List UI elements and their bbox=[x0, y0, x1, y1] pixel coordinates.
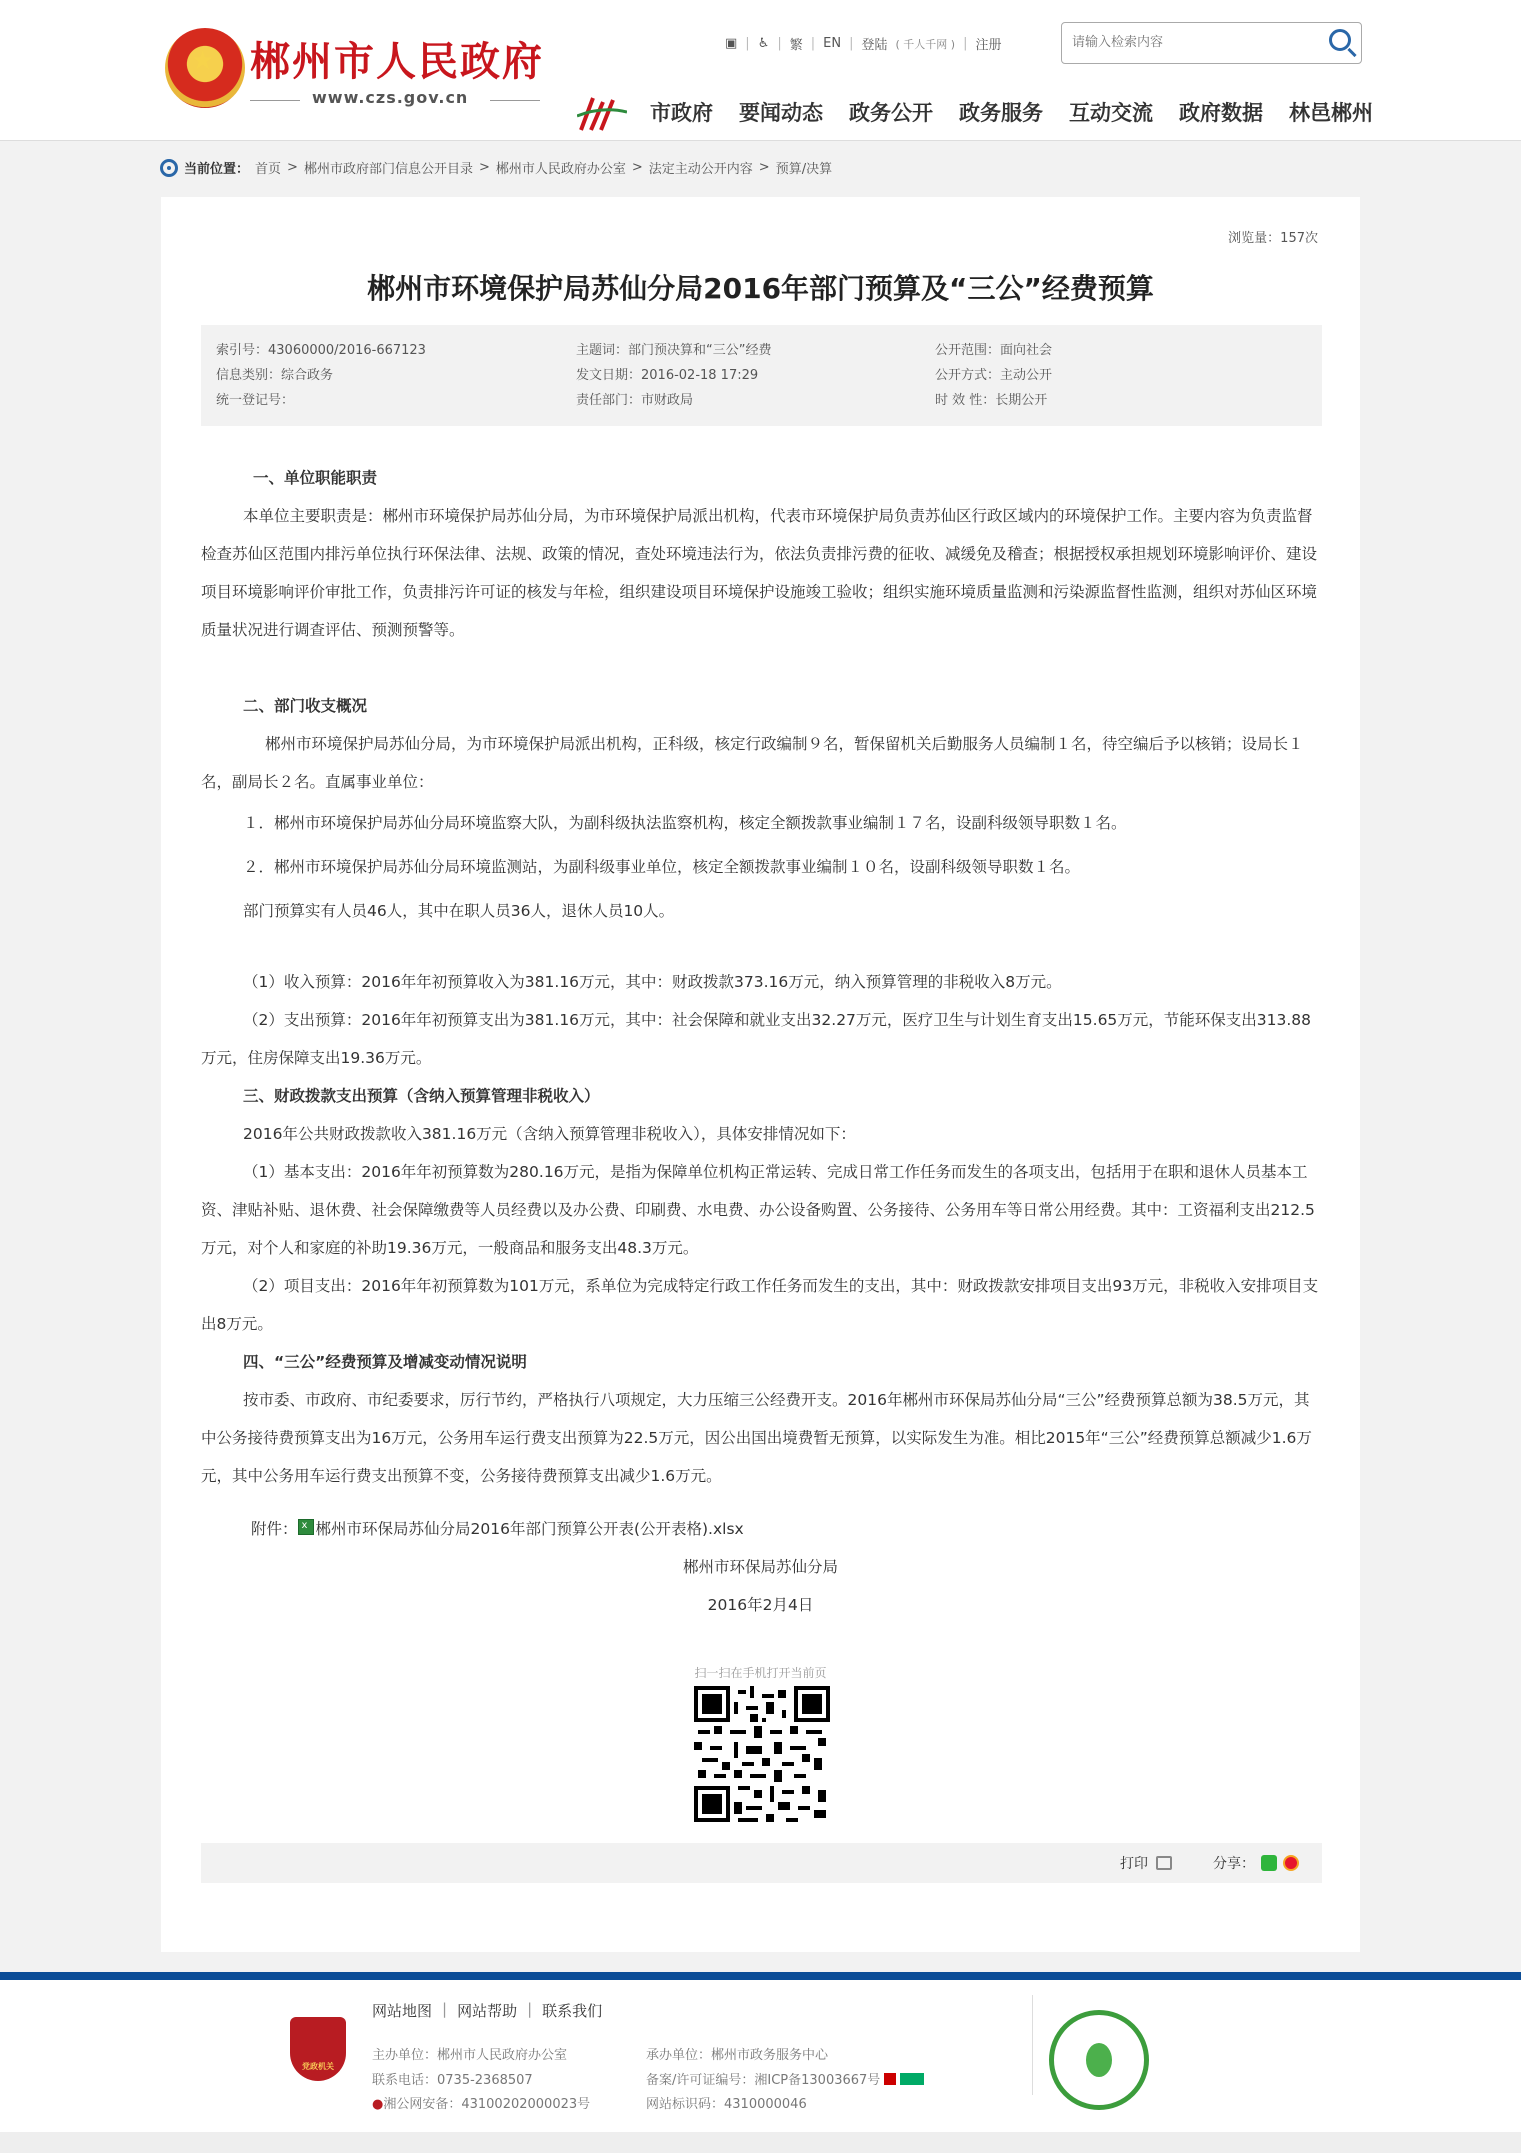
divider bbox=[490, 100, 540, 101]
search-box bbox=[1061, 22, 1362, 64]
meta-info-category: 信息类别：综合政务 bbox=[216, 368, 334, 383]
paragraph: １．郴州市环境保护局苏仙分局环境监察大队，为副科级执法监察机构，核定全额拨款事业编制１７名，设副科级领导职数１名。 bbox=[243, 814, 1127, 832]
breadcrumb-item-gov-office[interactable]: 郴州市人民政府办公室 bbox=[495, 162, 626, 177]
view-count: 浏览量：157次 bbox=[1228, 231, 1318, 246]
share-bar bbox=[201, 1843, 1322, 1883]
site-footer bbox=[0, 1980, 1521, 2132]
english-link[interactable]: EN bbox=[823, 36, 842, 51]
national-emblem-icon: ★ bbox=[165, 28, 245, 108]
accessibility-icon[interactable]: ♿ bbox=[757, 36, 770, 51]
breadcrumb-item-home[interactable]: 首页 bbox=[255, 162, 282, 177]
nav-item-city-government[interactable]: 市政府 bbox=[650, 101, 713, 125]
site-header bbox=[0, 0, 1521, 141]
breadcrumb-item-budget[interactable]: 预算/决算 bbox=[775, 162, 833, 177]
article-body bbox=[201, 459, 1322, 1495]
footer-undertaker: 承办单位：郴州市政务服务中心 bbox=[646, 2048, 829, 2063]
footer-links: 网站地图 | 网站帮助 | 联系我们 bbox=[372, 2000, 603, 2020]
meta-method: 公开方式：主动公开 bbox=[935, 368, 1053, 383]
section-heading: 三、财政拨款支出预算（含纳入预算管理非税收入） bbox=[243, 1087, 600, 1105]
party-gov-badge-icon[interactable]: 党政机关 bbox=[290, 2017, 346, 2081]
footer-accent-bar bbox=[0, 1972, 1521, 1980]
attachment-label: 附件： bbox=[251, 1520, 298, 1538]
paragraph: 本单位主要职责是：郴州市环境保护局苏仙分局，为市环境保护局派出机构，代表市环境保护局负责苏仙区行政区域内的环境保护工作。主要内容为负责监督检查苏仙区范围内排污单位执行环保法律、法规、政策的情况，查处环境违法行为，依法负责排污费的征收、减缓免及稽查；根据授权承担规划环境影响评价、建设项目环境影响评价审批工作，负责排污许可证的核发与年检，组织建设项目环境保护设施竣工验收；组织实施环境质量监测和污染源监督性监测，组织对苏仙区环境质量状况进行调查评估、预测预警等。 bbox=[201, 507, 1318, 639]
share-label: 分享： bbox=[1213, 1856, 1255, 1872]
cnzz-badge-icon[interactable] bbox=[884, 2073, 924, 2085]
meta-scope: 公开范围：面向社会 bbox=[935, 343, 1053, 358]
signature-date: 2016年2月4日 bbox=[707, 1596, 814, 1614]
print-label: 打印 bbox=[1120, 1856, 1148, 1872]
section-heading: 一、单位职能职责 bbox=[253, 469, 378, 487]
meta-index-no: 索引号：43060000/2016-667123 bbox=[216, 343, 426, 358]
paragraph: （1）基本支出：2016年年初预算数为280.16万元，是指为保障单位机构正常运转、完成日常工作任务而发生的各项支出，包括用于在职和退休人员基本工资、津贴补贴、退休费、社会保障缴费等人员经费以及办公费、印刷费、水电费、办公设备购置、公务接待、公务用车等日常公用经费。其中：工资福利支出212.5万元，对个人和家庭的补助19.36万元，一般商品和服务支出48.3万元。 bbox=[201, 1163, 1315, 1257]
divider bbox=[1032, 1995, 1033, 2095]
register-link[interactable]: 注册 bbox=[975, 38, 1002, 53]
paragraph: ２．郴州市环境保护局苏仙分局环境监测站，为副科级事业单位，核定全额拨款事业编制１０名，设副科级领导职数１名。 bbox=[243, 858, 1081, 876]
breadcrumb-label: 当前位置： bbox=[184, 162, 250, 177]
article-title: 郴州市环境保护局苏仙分局2016年部门预算及“三公”经费预算 bbox=[367, 272, 1154, 305]
page-bottom bbox=[0, 2132, 1521, 2153]
section-heading: 二、部门收支概况 bbox=[243, 697, 368, 715]
nav-item-gov-data[interactable]: 政府数据 bbox=[1179, 101, 1263, 125]
site-url: www.czs.gov.cn bbox=[312, 88, 469, 107]
attachment-link[interactable]: 郴州市环保局苏仙分局2016年部门预算公开表(公开表格).xlsx bbox=[315, 1520, 744, 1538]
meta-issue-date: 发文日期：2016-02-18 17:29 bbox=[576, 368, 759, 383]
meta-responsible-dept: 责任部门：市财政局 bbox=[576, 393, 694, 408]
nav-item-linyi-chenzhou[interactable]: 林邑郴州 bbox=[1289, 101, 1373, 125]
footer-icp[interactable]: 备案/许可证编号：湘ICP备13003667号 bbox=[646, 2069, 924, 2088]
meta-subject: 主题词：部门预决算和“三公”经费 bbox=[576, 343, 772, 358]
footer-phone: 联系电话：0735-2368507 bbox=[372, 2073, 533, 2088]
mobile-icon[interactable]: ▣ bbox=[725, 36, 738, 51]
section-heading: 四、“三公”经费预算及增减变动情况说明 bbox=[243, 1353, 527, 1371]
meta-validity: 时 效 性：长期公开 bbox=[935, 393, 1048, 408]
paragraph: （2）支出预算：2016年年初预算支出为381.16万元，其中：社会保障和就业支出32.27万元，医疗卫生与计划生育支出15.65万元，节能环保支出313.88万元，住房保障支出19.36万元。 bbox=[201, 1011, 1312, 1067]
search-icon[interactable] bbox=[1329, 29, 1351, 51]
paragraph: （2）项目支出：2016年年初预算数为101万元，系单位为完成特定行政工作任务而发生的支出，其中：财政拨款安排项目支出93万元，非税收入安排项目支出8万元。 bbox=[201, 1277, 1319, 1333]
nav-item-gov-affairs-open[interactable]: 政务公开 bbox=[849, 101, 933, 125]
paragraph: （1）收入预算：2016年年初预算收入为381.16万元，其中：财政拨款373.16万元，纳入预算管理的非税收入8万元。 bbox=[243, 973, 1062, 991]
paragraph: 按市委、市政府、市纪委要求，厉行节约，严格执行八项规定，大力压缩三公经费开支。2016年郴州市环保局苏仙分局“三公”经费预算总额为38.5万元，其中公务接待费预算支出为16万元，公务用车运行费支出预算为22.5万元，因公出国出境费暂无预算，以实际发生为准。相比2015年“三公”经费预算总额减少1.6万元，其中公务用车运行费支出预算不变，公务接待费预算支出减少1.6万元。 bbox=[201, 1391, 1312, 1485]
print-button[interactable] bbox=[1120, 1853, 1172, 1873]
article-card bbox=[161, 197, 1360, 1952]
footer-host: 主办单位：郴州市人民政府办公室 bbox=[372, 2048, 568, 2063]
wechat-icon[interactable] bbox=[1261, 1855, 1277, 1871]
breadcrumb-item-dept-catalog[interactable]: 郴州市政府部门信息公开目录 bbox=[303, 162, 473, 177]
paragraph: 2016年公共财政拨款收入381.16万元（含纳入预算管理非税收入），具体安排情况如下： bbox=[243, 1125, 856, 1143]
paragraph: 郴州市环境保护局苏仙分局，为市环境保护局派出机构，正科级，核定行政编制９名，暂保留机关后勤服务人员编制１名，待空编后予以核销；设局长１名，副局长２名。直属事业单位： bbox=[201, 735, 1304, 791]
footer-site-id: 网站标识码：4310000046 bbox=[646, 2097, 807, 2112]
nav-logo-icon bbox=[577, 92, 627, 136]
footer-link-contact[interactable]: 联系我们 bbox=[542, 2002, 603, 2020]
qr-label: 扫一扫在手机打开当前页 bbox=[694, 1666, 827, 1680]
nav-item-interaction[interactable]: 互动交流 bbox=[1069, 101, 1153, 125]
weibo-icon[interactable] bbox=[1283, 1855, 1299, 1871]
excel-file-icon bbox=[298, 1519, 314, 1535]
footer-police-record[interactable]: ●湘公网安备：43100202000023号 bbox=[372, 2097, 591, 2112]
paragraph: 部门预算实有人员46人，其中在职人员36人，退休人员10人。 bbox=[243, 902, 675, 920]
location-pin-icon bbox=[160, 159, 178, 177]
breadcrumb-item-statutory[interactable]: 法定主动公开内容 bbox=[648, 162, 753, 177]
article-meta bbox=[201, 325, 1322, 426]
login-note: ( 千人千网 ) bbox=[895, 37, 956, 51]
footer-link-help[interactable]: 网站帮助 bbox=[457, 2002, 518, 2020]
login-link[interactable]: 登陆 bbox=[861, 38, 888, 53]
meta-unified-reg-no: 统一登记号： bbox=[216, 393, 295, 408]
search-input[interactable] bbox=[1070, 33, 1314, 50]
top-links: ▣ | ♿ | 繁 | EN | 登陆 ( 千人千网 ) | 注册 bbox=[725, 36, 1002, 53]
share-group bbox=[1213, 1853, 1299, 1873]
attachment bbox=[251, 1517, 744, 1539]
signature-org: 郴州市环保局苏仙分局 bbox=[682, 1558, 838, 1576]
printer-icon bbox=[1156, 1856, 1172, 1870]
nav-item-news[interactable]: 要闻动态 bbox=[739, 101, 823, 125]
traditional-chinese-link[interactable]: 繁 bbox=[789, 38, 803, 53]
qr-code bbox=[694, 1686, 830, 1822]
civilized-unit-seal-icon[interactable] bbox=[1049, 2010, 1149, 2110]
breadcrumb: 当前位置： 首页 > 郴州市政府部门信息公开目录 > 郴州市人民政府办公室 > 法定主动公开内容 > 预算/决算 bbox=[160, 158, 832, 177]
footer-link-sitemap[interactable]: 网站地图 bbox=[372, 2002, 433, 2020]
divider bbox=[250, 100, 300, 101]
nav-item-gov-services[interactable]: 政务服务 bbox=[959, 101, 1043, 125]
site-title[interactable]: 郴州市人民政府 bbox=[250, 39, 544, 85]
main-nav bbox=[650, 97, 1373, 127]
